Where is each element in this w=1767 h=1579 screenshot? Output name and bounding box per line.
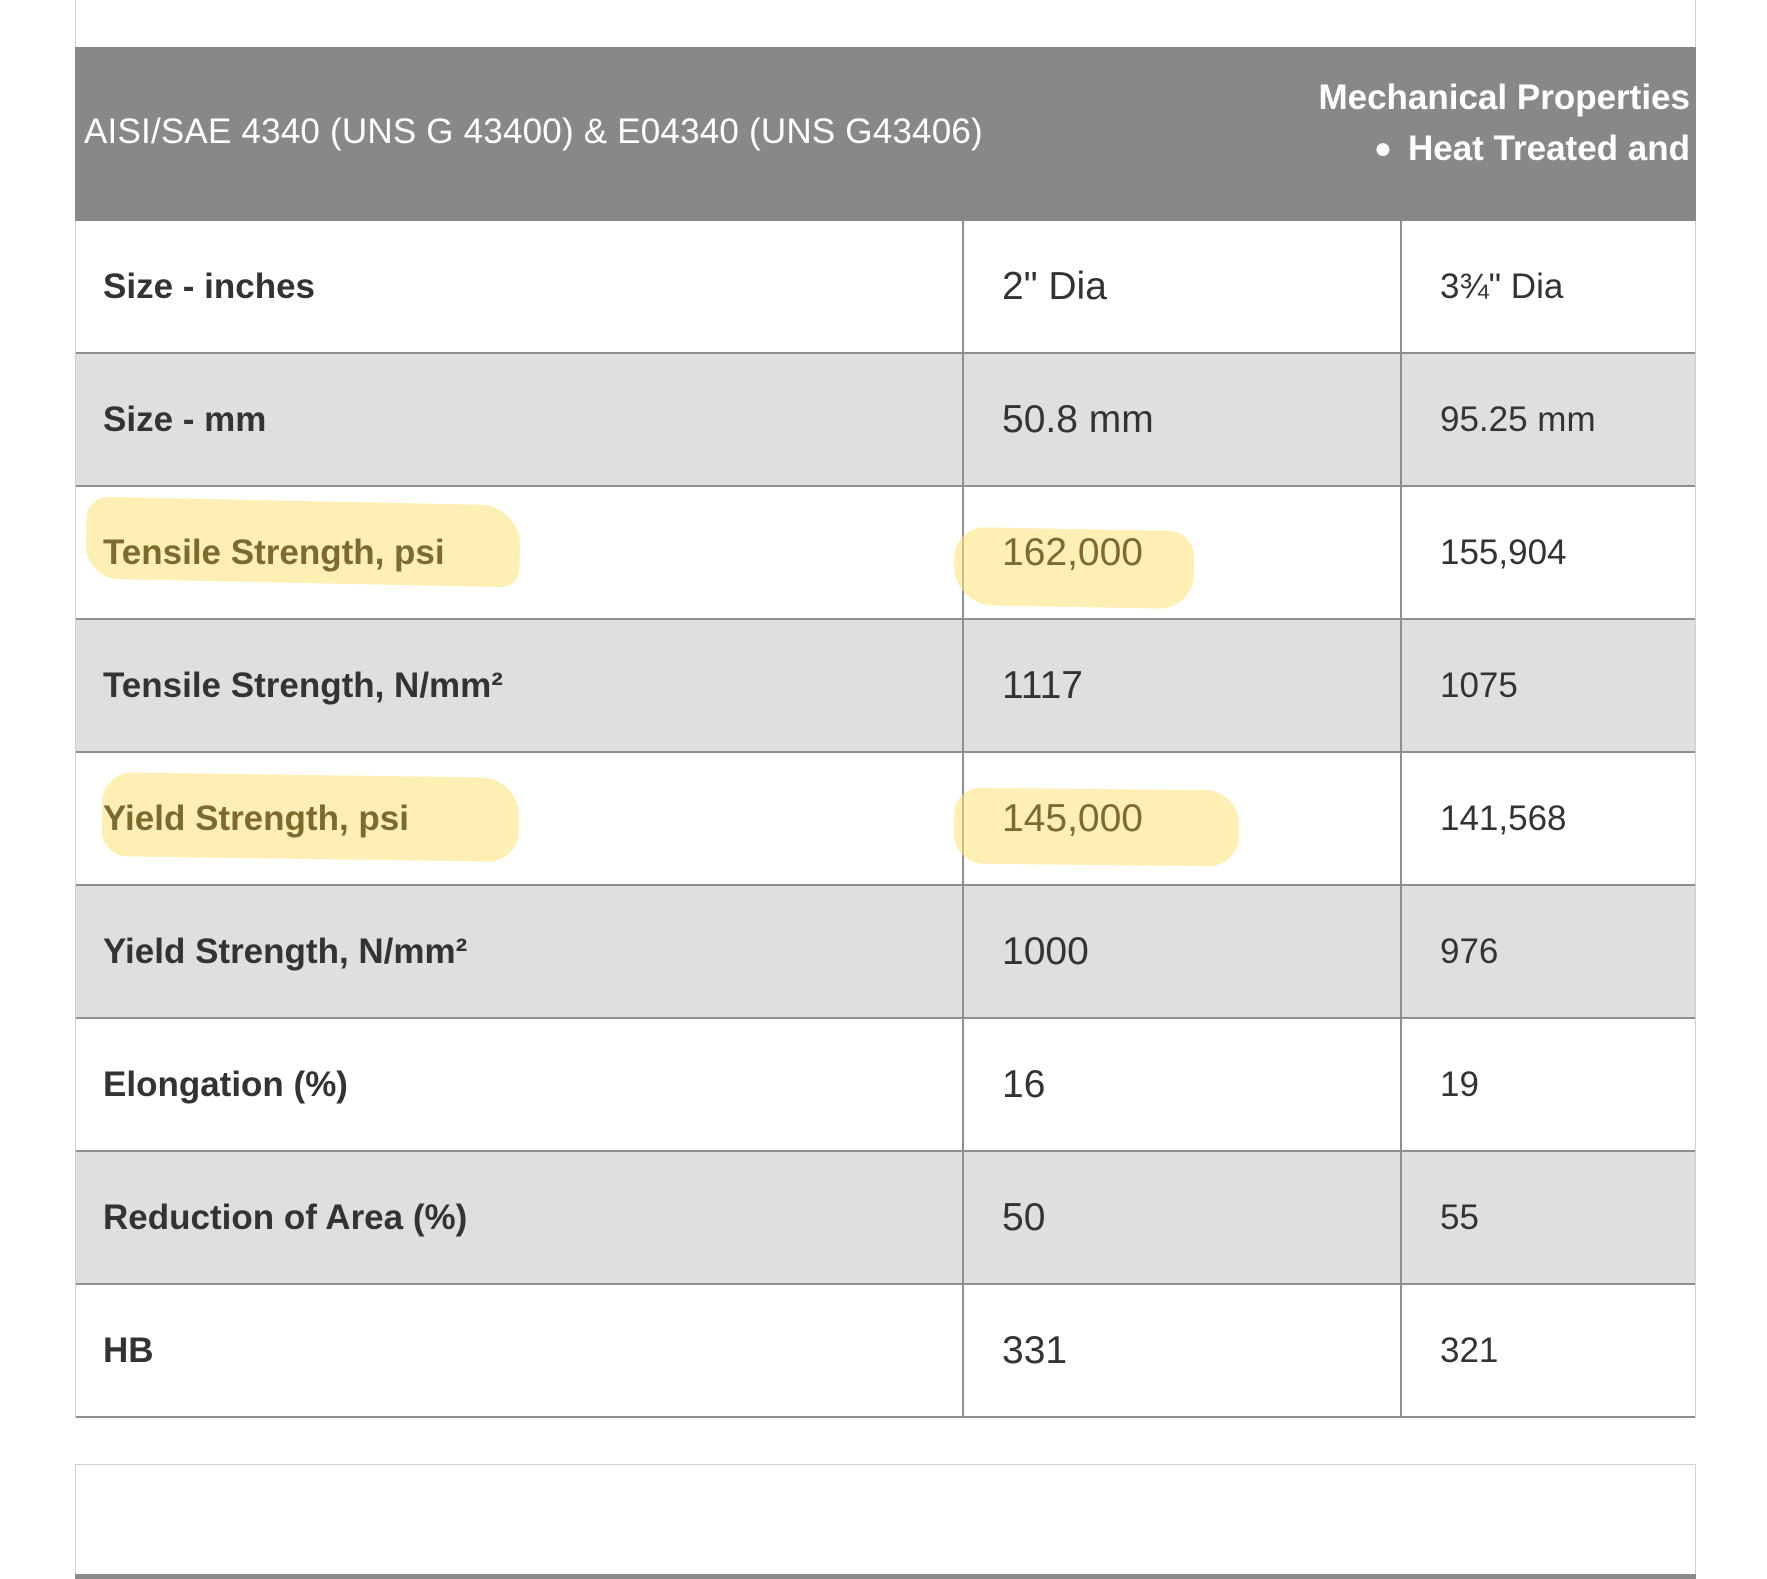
table-row-yield-nmm2 [76, 886, 1695, 1019]
cell-2in-dia-highlighted: 162,000 [962, 487, 1400, 618]
row-label: Size - inches [103, 266, 316, 306]
row-label: Yield Strength, N/mm² [103, 931, 468, 971]
header-right [1318, 72, 1690, 174]
table-row-size-mm [76, 354, 1695, 487]
mechanical-properties-table [75, 47, 1696, 1418]
next-table-header-edge [75, 1574, 1696, 1579]
row-label: Reduction of Area (%) [103, 1197, 468, 1237]
cell-3-75in-dia: 141,568 [1400, 753, 1695, 884]
row-label-highlighted: Yield Strength, psi [76, 753, 962, 884]
cell-3-75in-dia: 976 [1400, 886, 1695, 1017]
cell-2in-dia: 1117 [962, 620, 1400, 751]
table-row-elongation [76, 1019, 1695, 1152]
row-label: Tensile Strength, N/mm² [103, 665, 503, 705]
cell-3-75in-dia: 155,904 [1400, 487, 1695, 618]
cell-3-75in-dia: 321 [1400, 1285, 1695, 1416]
cell-3-75in-dia: 3¾" Dia [1400, 221, 1695, 352]
table-row-size-inches [76, 221, 1695, 354]
header-bullet-item [1318, 123, 1690, 174]
cell-2in-dia: 2" Dia [962, 221, 1400, 352]
cell-3-75in-dia: 19 [1400, 1019, 1695, 1150]
cell-2in-dia: 331 [962, 1285, 1400, 1416]
cell-2in-dia: 50.8 mm [962, 354, 1400, 485]
cell-3-75in-dia: 95.25 mm [1400, 354, 1695, 485]
table-row-yield-psi [76, 753, 1695, 886]
cell-2in-dia: 16 [962, 1019, 1400, 1150]
table-frame-top [75, 0, 1696, 47]
cell-2in-dia-highlighted: 145,000 [962, 753, 1400, 884]
table-row-tensile-nmm2 [76, 620, 1695, 753]
table-row-tensile-psi [76, 487, 1695, 620]
row-label: Elongation (%) [103, 1064, 348, 1104]
table-row-reduction-of-area [76, 1152, 1695, 1285]
row-label: Size - mm [103, 399, 267, 439]
header-bullet-text: Heat Treated and [1407, 129, 1690, 168]
table-body [75, 221, 1696, 1418]
table-row-hb [76, 1285, 1695, 1418]
header-heading: Mechanical Properties [1318, 78, 1690, 117]
bullet-icon: ● [1373, 132, 1392, 165]
table-title: AISI/SAE 4340 (UNS G 43400) & E04340 (UNS G43406) [84, 112, 983, 151]
row-label-highlighted: Tensile Strength, psi [76, 487, 962, 618]
table-header [75, 47, 1696, 221]
cell-2in-dia: 50 [962, 1152, 1400, 1283]
cell-2in-dia: 1000 [962, 886, 1400, 1017]
cell-3-75in-dia: 55 [1400, 1152, 1695, 1283]
next-table-panel [75, 1464, 1696, 1579]
row-label: HB [103, 1330, 154, 1370]
cell-3-75in-dia: 1075 [1400, 620, 1695, 751]
